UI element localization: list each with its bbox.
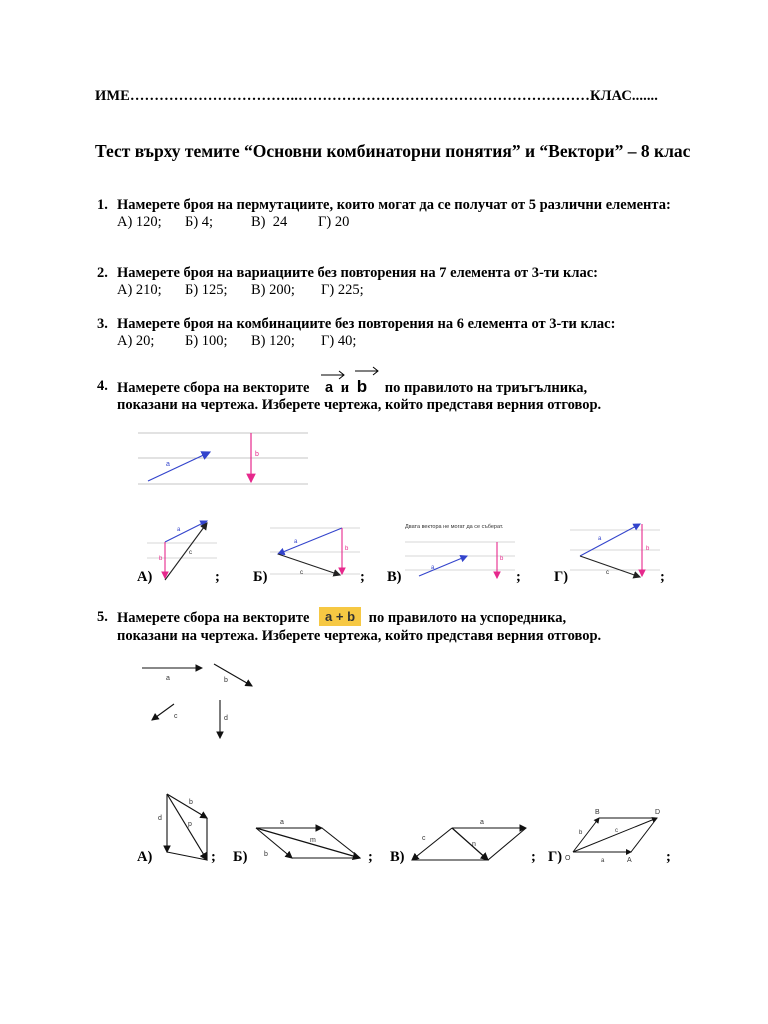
q5-option-b-figure	[252, 816, 367, 864]
svg-text:b: b	[500, 556, 504, 562]
q5-sep: ;	[368, 849, 373, 865]
svg-text:B: B	[595, 809, 600, 816]
q4-option-v-label: В)	[387, 569, 402, 585]
q4-option-a-label: А)	[137, 569, 153, 585]
question-text: Намерете броя на вариациите без повторения на 7 елемента от 3-ти клас:	[117, 265, 598, 281]
svg-text:a: a	[480, 819, 484, 826]
q5-option-g-figure	[565, 806, 665, 864]
svg-text:b: b	[224, 677, 228, 684]
svg-text:b: b	[159, 556, 163, 562]
svg-text:d: d	[224, 715, 228, 722]
name-class-line: ИМЕ……………………………..……………………………………………………КЛАС.......	[95, 88, 658, 104]
q5-option-b-label: Б)	[233, 849, 248, 865]
svg-text:c: c	[615, 828, 618, 834]
test-title: Тест върху темите “Основни комбинаторни понятия” и “Вектори” – 8 клас	[95, 141, 691, 161]
question-number: 2.	[97, 265, 108, 281]
svg-text:D: D	[655, 809, 661, 816]
answer-options	[117, 282, 677, 299]
label-b: b	[255, 451, 259, 458]
q4-sep: ;	[516, 569, 521, 585]
q4-option-g-label: Г)	[554, 569, 569, 585]
svg-text:m: m	[310, 837, 316, 844]
svg-text:c: c	[300, 570, 303, 576]
svg-text:A: A	[627, 857, 632, 864]
svg-text:c: c	[189, 550, 192, 556]
answer-a: А) 20;	[117, 333, 155, 349]
answer-a: А) 210;	[117, 282, 162, 298]
svg-text:a: a	[177, 527, 181, 533]
svg-text:a: a	[431, 565, 435, 571]
question-text: Намерете броя на пермутациите, които могат да се получат от 5 различни елемента:	[117, 197, 671, 213]
svg-text:b: b	[189, 799, 193, 806]
svg-text:O: O	[565, 855, 571, 862]
svg-text:b: b	[264, 851, 268, 858]
question-text: Намерете сбора на векторите a + b по правилото на успоредника, показани на чертежа. Изберете чертежа, който представя верния отговор.	[117, 609, 602, 644]
q4-option-v-figure	[405, 520, 515, 582]
q5-given-vectors-figure	[142, 660, 257, 742]
q5-option-a-label: А)	[137, 849, 153, 865]
question-text: Намерете сбора на векторите a и b по правилото на триъгълника, показани на чертежа. Изберете чертежа, който представя верния отговор.	[117, 380, 601, 413]
question-5	[97, 609, 677, 645]
question-number: 4.	[97, 378, 108, 394]
answer-v: В) 200;	[251, 282, 295, 298]
svg-text:c: c	[606, 570, 609, 576]
vector-b-symbol: b	[357, 378, 367, 395]
question-2	[97, 265, 677, 299]
q4-option-b-label: Б)	[253, 569, 268, 585]
question-number: 1.	[97, 197, 108, 213]
answer-b: Б) 125;	[185, 282, 228, 298]
question-4	[97, 377, 677, 414]
svg-text:p: p	[188, 821, 192, 828]
svg-text:b: b	[579, 830, 583, 836]
question-text: Намерете броя на комбинациите без повторения на 6 елемента от 3-ти клас:	[117, 316, 616, 332]
question-3	[97, 316, 677, 350]
answer-b: Б) 100;	[185, 333, 228, 349]
answer-options	[117, 333, 677, 350]
q5-sep: ;	[666, 849, 671, 865]
q5-option-g-label: Г)	[548, 849, 563, 865]
q4-option-g-figure	[570, 520, 660, 580]
note-cannot-add: Двата вектора не могат да се съберат.	[405, 524, 504, 530]
answer-v: В) 120;	[251, 333, 295, 349]
svg-text:b: b	[345, 546, 349, 552]
answer-b: Б) 4;	[185, 214, 214, 230]
answer-g: Г) 40;	[321, 333, 357, 349]
q5-sep: ;	[211, 849, 216, 865]
vector-arrow-icon	[354, 364, 380, 376]
q4-given-vectors-figure	[138, 428, 308, 490]
q4-sep: ;	[660, 569, 665, 585]
svg-text:n: n	[472, 841, 476, 848]
answer-g: Г) 225;	[321, 282, 364, 298]
answer-g: Г) 20	[318, 214, 350, 230]
q4-option-b-figure	[270, 524, 360, 580]
vector-a-arrow	[148, 452, 210, 481]
q4-sep: ;	[360, 569, 365, 585]
q5-option-v-label: В)	[390, 849, 405, 865]
question-1	[97, 197, 677, 231]
svg-text:a: a	[166, 675, 170, 682]
q5-option-v-figure	[408, 816, 528, 864]
q5-option-a-figure	[155, 790, 217, 864]
vector-arrow-icon	[320, 368, 346, 380]
svg-text:a: a	[280, 819, 284, 826]
a-plus-b-box: a + b	[319, 607, 361, 626]
question-number: 3.	[97, 316, 108, 332]
q4-option-a-figure	[147, 518, 217, 584]
label-a: a	[166, 461, 170, 468]
vector-a-symbol: a	[325, 380, 333, 397]
answer-a: А) 120;	[117, 214, 162, 230]
svg-text:a: a	[601, 858, 605, 864]
svg-text:c: c	[422, 835, 426, 842]
svg-text:c: c	[174, 713, 178, 720]
svg-text:b: b	[646, 546, 650, 552]
svg-text:a: a	[294, 539, 298, 545]
answer-options	[117, 214, 677, 231]
q4-sep: ;	[215, 569, 220, 585]
question-number: 5.	[97, 609, 108, 625]
q5-sep: ;	[531, 849, 536, 865]
answer-v: В) 24	[251, 214, 288, 230]
svg-text:d: d	[158, 815, 162, 822]
svg-text:a: a	[598, 536, 602, 542]
